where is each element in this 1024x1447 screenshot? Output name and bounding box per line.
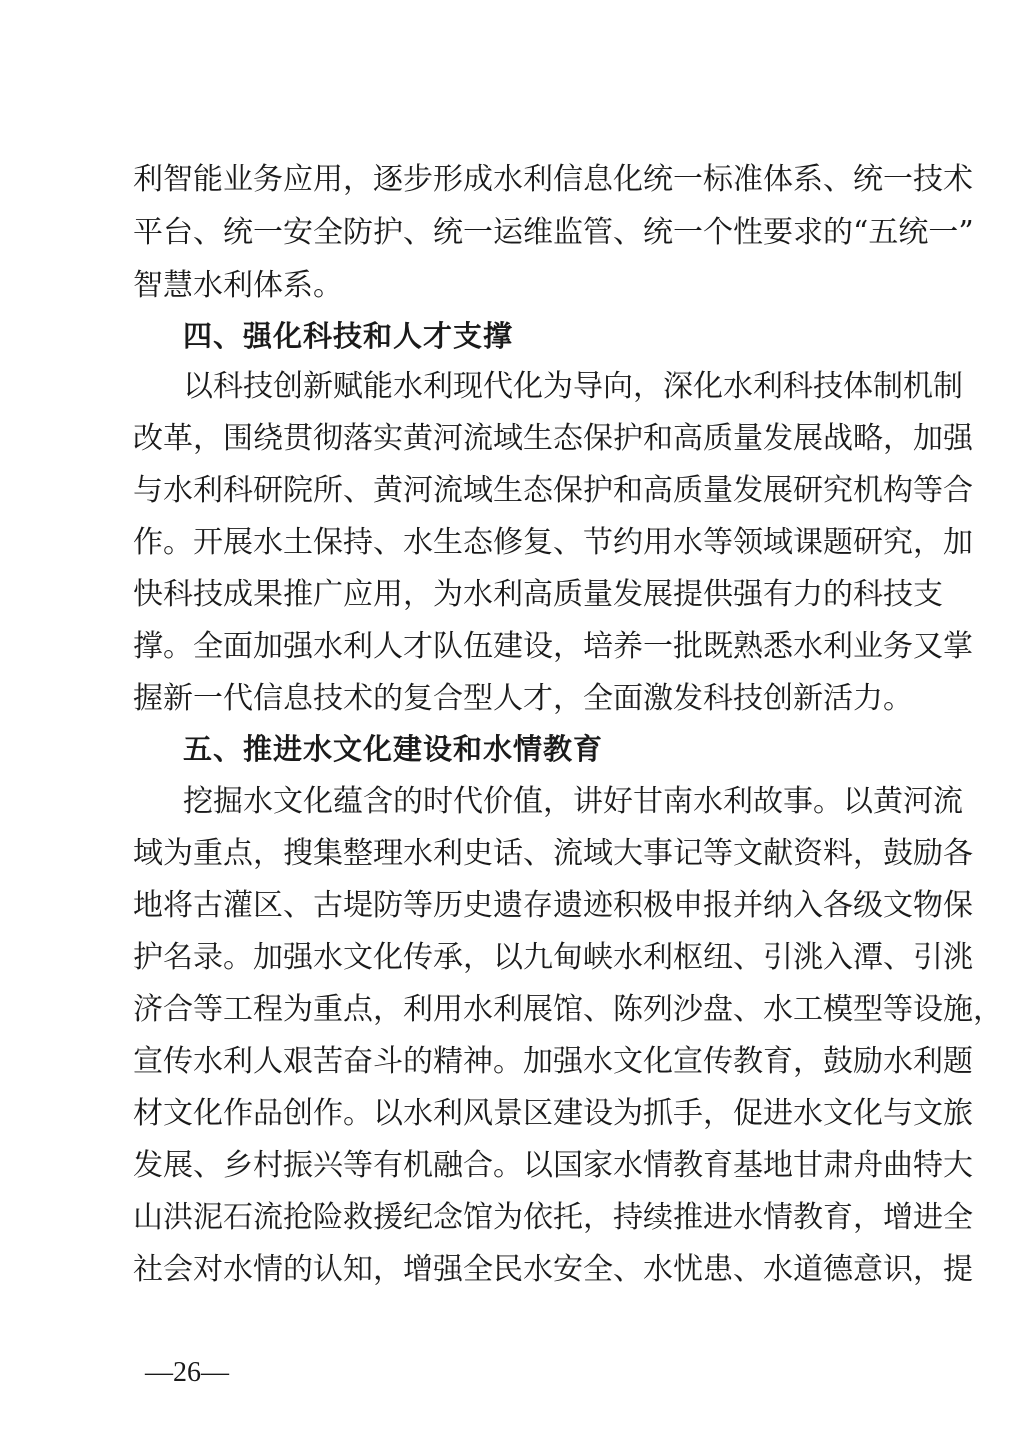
paragraph-line: 社会对水情的认知，增强全民水安全、水忧患、水道德意识，提 bbox=[133, 1252, 973, 1287]
paragraph-line: 握新一代信息技术的复合型人才，全面激发科技创新活力。 bbox=[133, 681, 913, 716]
paragraph-line: 快科技成果推广应用，为水利高质量发展提供强有力的科技支 bbox=[133, 577, 943, 612]
paragraph-line: 利智能业务应用，逐步形成水利信息化统一标准体系、统一技术 bbox=[133, 162, 973, 197]
paragraph-line: 与水利科研院所、黄河流域生态保护和高质量发展研究机构等合 bbox=[133, 473, 973, 508]
paragraph-line: 以科技创新赋能水利现代化为导向，深化水利科技体制机制 bbox=[183, 369, 963, 404]
paragraph-line: 挖掘水文化蕴含的时代价值，讲好甘南水利故事。以黄河流 bbox=[183, 784, 963, 819]
paragraph-line: 地将古灌区、古堤防等历史遗存遗迹积极申报并纳入各级文物保 bbox=[133, 888, 973, 923]
paragraph-line: 改革，围绕贯彻落实黄河流域生态保护和高质量发展战略，加强 bbox=[133, 421, 973, 456]
section-heading-5: 五、推进水文化建设和水情教育 bbox=[183, 732, 604, 766]
paragraph-line: 发展、乡村振兴等有机融合。以国家水情教育基地甘肃舟曲特大 bbox=[133, 1148, 973, 1183]
paragraph-line: 域为重点，搜集整理水利史话、流域大事记等文献资料，鼓励各 bbox=[133, 836, 973, 871]
paragraph-line: 平台、统一安全防护、统一运维监管、统一个性要求的“五统一” bbox=[133, 215, 974, 250]
paragraph-line: 智慧水利体系。 bbox=[133, 268, 343, 303]
paragraph-line: 济合等工程为重点，利用水利展馆、陈列沙盘、水工模型等设施， bbox=[133, 992, 1003, 1027]
paragraph-line: 材文化作品创作。以水利风景区建设为抓手，促进水文化与文旅 bbox=[133, 1096, 973, 1131]
paragraph-line: 撑。全面加强水利人才队伍建设，培养一批既熟悉水利业务又掌 bbox=[133, 629, 973, 664]
paragraph-line: 护名录。加强水文化传承，以九甸峡水利枢纽、引洮入潭、引洮 bbox=[133, 940, 973, 975]
section-heading-4: 四、强化科技和人才支撑 bbox=[183, 319, 514, 353]
paragraph-line: 作。开展水土保持、水生态修复、节约用水等领域课题研究，加 bbox=[133, 525, 973, 560]
paragraph-line: 山洪泥石流抢险救援纪念馆为依托，持续推进水情教育，增进全 bbox=[133, 1200, 973, 1235]
paragraph-line: 宣传水利人艰苦奋斗的精神。加强水文化宣传教育，鼓励水利题 bbox=[133, 1044, 973, 1079]
page-number: —26— bbox=[145, 1357, 229, 1388]
